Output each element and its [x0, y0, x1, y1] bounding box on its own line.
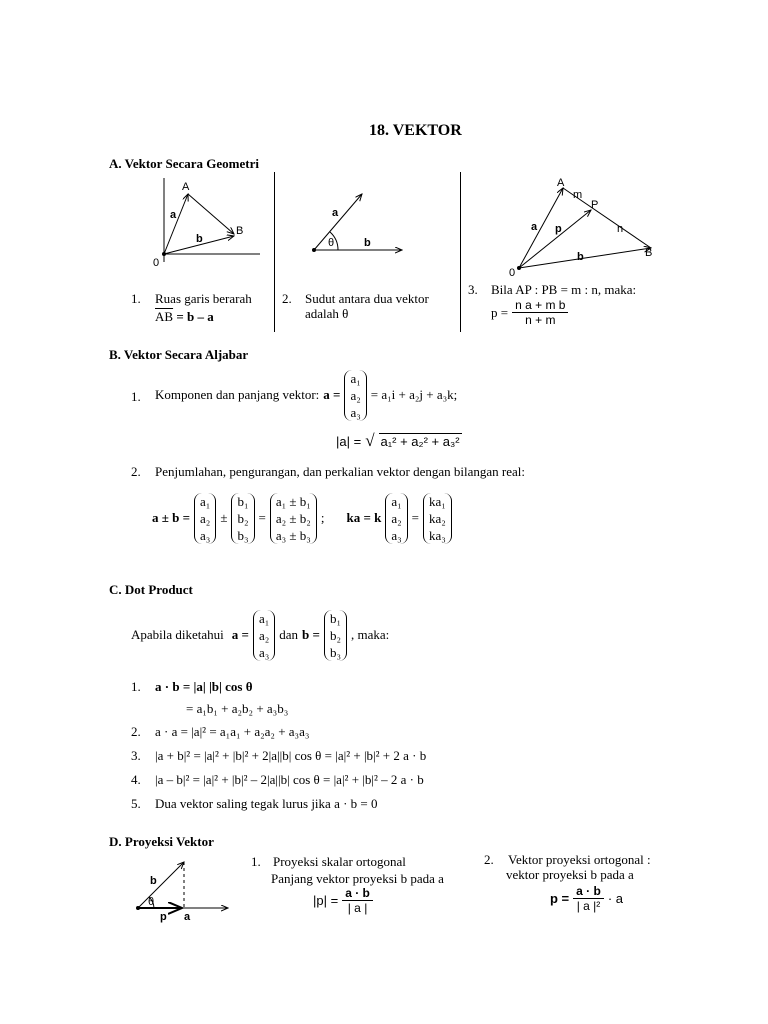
fig2-label-a: a	[332, 207, 339, 219]
matrix-a3: a₁ a₂ a₃	[385, 493, 407, 544]
fig2-theta: θ	[328, 237, 335, 249]
semicolon: ;	[320, 510, 325, 525]
section-c-heading: C. Dot Product	[109, 582, 193, 597]
b-item2-num: 2.	[131, 464, 141, 479]
dot-item-2-num: 2.	[131, 724, 141, 739]
fig1-label-A: A	[182, 181, 190, 193]
fig1-label-a: a	[170, 209, 177, 221]
dot-b-eq: b =	[302, 627, 320, 642]
matrix-a-1: a₁	[350, 370, 361, 386]
matrix-dot-a: a₁ a₂ a₃	[253, 610, 275, 661]
d-item1-line2: Panjang vektor proyeksi b pada a	[271, 871, 444, 886]
d1-num: a · b	[342, 886, 373, 901]
figD-label-p: p	[160, 911, 167, 923]
dot-a-eq: a =	[231, 627, 249, 642]
a-item1-line2	[155, 309, 214, 325]
figure-sudut	[310, 188, 410, 258]
figD-theta: θ	[148, 896, 155, 908]
a-item3-num: 3.	[468, 282, 478, 297]
matrix-a-2: a₂	[350, 387, 361, 403]
matrix-ka: ka₁ ka₂ ka₃	[423, 493, 452, 544]
figD-label-a: a	[184, 911, 191, 923]
matrix-a	[344, 370, 366, 421]
d2-tail: · a	[607, 891, 623, 906]
fig1-label-b: b	[196, 233, 203, 245]
apb-lhs: a ± b =	[152, 510, 191, 525]
fig3-label-m: m	[573, 189, 583, 201]
d-item1-formula	[313, 886, 373, 915]
figure-ruas-garis	[150, 178, 260, 268]
sqrt-icon: √	[365, 431, 375, 450]
a-item2-line1: Sudut antara dua vektor	[305, 291, 429, 306]
d2-fraction	[573, 884, 604, 913]
dot-intro: Apabila diketahui	[131, 627, 224, 642]
d-item1-num: 1.	[251, 854, 261, 869]
fig3-label-P: P	[591, 199, 599, 211]
dot-item-1: a · b = |a| |b| cos θ	[155, 679, 253, 694]
eq-sign-2: =	[411, 510, 420, 525]
fig3-label-A: A	[557, 177, 565, 189]
b-item1-text: Komponen dan panjang vektor:	[155, 387, 320, 402]
dot-item-4-num: 4.	[131, 772, 141, 787]
dot-maka: , maka:	[350, 627, 390, 642]
fig2-label-b: b	[364, 237, 371, 249]
dot-item-3: |a + b|² = |a|² + |b|² + 2|a||b| cos θ = |a|² + |b|² + 2 a · b	[155, 748, 427, 763]
operations-row	[152, 489, 452, 547]
dot-item-5-num: 5.	[131, 796, 141, 811]
section-a-heading: A. Vektor Secara Geometri	[109, 156, 259, 171]
d2-num: a · b	[573, 884, 604, 899]
d2-den: | a |²	[576, 899, 601, 913]
figure-pembagian	[505, 176, 665, 279]
p-eq: p =	[491, 304, 509, 320]
a-item2-line2: adalah θ	[305, 306, 349, 321]
dot-dan: dan	[279, 627, 299, 642]
fraction-num: n a + m b	[512, 298, 568, 313]
ka-lhs: ka = k	[346, 510, 382, 525]
d-item2-num: 2.	[484, 852, 494, 867]
dot-item-1-num: 1.	[131, 679, 141, 694]
dot-item-4: |a – b|² = |a|² + |b|² – 2|a||b| cos θ = |a|² + |b|² – 2 a · b	[155, 772, 424, 787]
fig3-label-B: B	[645, 247, 653, 259]
fig3-label-b: b	[577, 251, 584, 263]
divider-2	[460, 172, 461, 332]
dot-item-1b: = a₁b₁ + a₂b₂ + a₃b₃	[186, 701, 289, 716]
pm-sign: ±	[220, 510, 228, 525]
b-item1-rhs: = a₁i + a₂j + a₃k;	[370, 387, 458, 402]
fig3-label-a: a	[531, 221, 538, 233]
fig1-label-B: B	[236, 225, 244, 237]
a-item1-num: 1.	[131, 291, 141, 306]
d1-den: | a |	[347, 901, 368, 915]
d1-lhs: |p| =	[313, 893, 339, 908]
a-item2-num: 2.	[282, 291, 292, 306]
figure-proyeksi	[132, 858, 232, 923]
eq-sign: =	[258, 510, 266, 525]
fig3-label-O: 0	[509, 267, 516, 279]
d2-lhs: p =	[550, 891, 570, 906]
d-item2-line1: Vektor proyeksi ortogonal :	[508, 852, 651, 867]
ab-vector-label: $\overline{AB}$	[155, 309, 174, 324]
divider-1	[274, 172, 275, 332]
b-item1-num: 1.	[131, 389, 141, 404]
page-title: 18. VEKTOR	[369, 122, 462, 139]
dot-item-2: a · a = |a|² = a₁a₁ + a₂a₂ + a₃a₃	[155, 724, 310, 739]
a-item3-line1: Bila AP : PB = m : n, maka:	[491, 282, 637, 297]
ab-formula: = b – a	[173, 309, 214, 324]
d1-fraction	[342, 886, 373, 915]
fig3-label-n: n	[617, 223, 624, 235]
d-item2-formula	[550, 884, 623, 913]
magnitude-formula	[336, 431, 462, 451]
fig3-label-p: p	[555, 223, 562, 235]
matrix-a-3: a₃	[350, 404, 361, 420]
matrix-b: b₁ b₂ b₃	[231, 493, 254, 544]
dot-item-5: Dua vektor saling tegak lurus jika a · b = 0	[155, 796, 378, 811]
fraction-den: n + m	[525, 313, 556, 327]
b-item2-text: Penjumlahan, pengurangan, dan perkalian vektor dengan bilangan real:	[155, 464, 526, 479]
matrix-dot-b: b₁ b₂ b₃	[324, 610, 347, 661]
a-item3-formula	[491, 298, 568, 327]
sqrt-content: a₁² + a₂² + a₃²	[380, 434, 460, 449]
section-d-heading: D. Proyeksi Vektor	[109, 834, 214, 849]
matrix-apb: a₁ ± b₁ a₂ ± b₂ a₃ ± b₃	[270, 493, 317, 544]
d-item2-line2: vektor proyeksi b pada a	[506, 867, 634, 882]
mag-lhs: |a| =	[336, 433, 362, 449]
fraction-p	[512, 298, 568, 327]
d-item1-line1: Proyeksi skalar ortogonal	[273, 854, 406, 869]
b-item1-a: a =	[323, 387, 341, 402]
a-item1-line1: Ruas garis berarah	[155, 291, 252, 306]
figD-label-b: b	[150, 875, 157, 887]
matrix-a2: a₁ a₂ a₃	[194, 493, 216, 544]
dot-item-3-num: 3.	[131, 748, 141, 763]
section-b-heading: B. Vektor Secara Aljabar	[109, 347, 249, 362]
b-item1-row	[155, 367, 457, 423]
fig1-label-O: 0	[153, 257, 160, 269]
dot-intro-row	[131, 606, 389, 664]
